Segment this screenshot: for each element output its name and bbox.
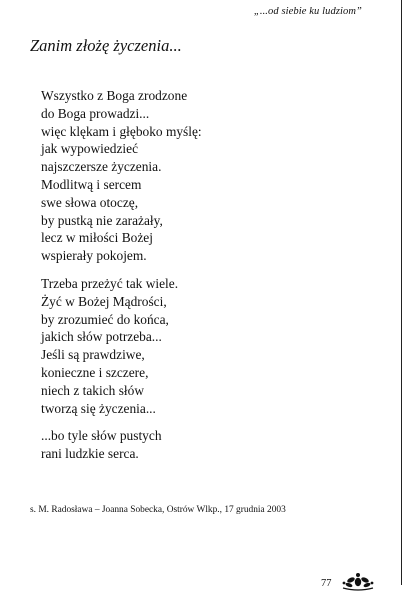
poem-line: Wszystko z Boga zrodzone (41, 88, 188, 103)
poem-line: lecz w miłości Bożej (41, 230, 153, 246)
poem-title: Zanim złożę życzenia... (30, 36, 182, 55)
poem-line: jakich słów potrzeba... (41, 329, 162, 345)
running-head: „...od siebie ku ludziom” (253, 6, 362, 17)
poem-line: konieczne i szczere, (41, 364, 149, 380)
poem-line: najszczersze życzenia. (41, 159, 162, 175)
poem-line: by pustką nie zarażały, (41, 212, 163, 228)
poem-line: Żyć w Bożej Mądrości, (41, 293, 167, 309)
floral-ornament-icon (340, 571, 376, 591)
poem-line: swe słowa otoczę, (41, 194, 139, 210)
stanza-2 (41, 275, 202, 417)
poem-line: tworzą się życzenia... (41, 400, 156, 416)
poem-line: by zrozumieć do końca, (41, 311, 169, 327)
poem-line: wspierały pokojem. (41, 248, 147, 264)
stanza-1 (41, 87, 202, 265)
page-edge-rule (401, 0, 402, 585)
poem-body (41, 87, 202, 463)
poem-line: niech z takich słów (41, 382, 144, 398)
poem-line: Trzeba przeżyć tak wiele. (41, 275, 179, 291)
poem-line: Modlitwą i sercem (41, 176, 142, 192)
page-number: 77 (321, 578, 332, 589)
poem-line: ...bo tyle słów pustych (41, 428, 162, 444)
poem-line: rani ludzkie serca. (41, 446, 139, 462)
poem-line: Jeśli są prawdziwe, (41, 347, 145, 363)
poem-line: jak wypowiedzieć (41, 141, 139, 157)
author-signature: s. M. Radosława – Joanna Sobecka, Ostrów Wlkp., 17 grudnia 2003 (30, 505, 286, 515)
poem-line: do Boga prowadzi... (41, 105, 150, 121)
poem-line: więc klękam i głęboko myślę: (41, 123, 202, 139)
stanza-3 (41, 427, 202, 463)
